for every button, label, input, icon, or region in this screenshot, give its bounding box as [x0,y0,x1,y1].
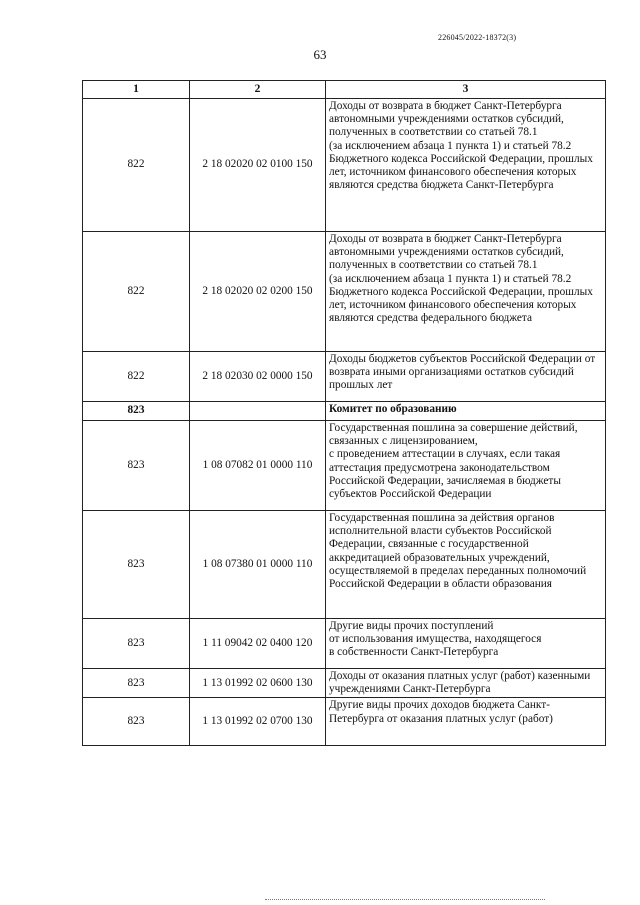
table-row [83,669,606,698]
admin-code-cell: 823 [83,619,190,669]
revenue-codes-table [82,80,606,746]
revenue-code-cell: 1 11 09042 02 0400 120 [190,619,326,669]
table-row [83,99,606,232]
table-row [83,511,606,619]
description-cell: Государственная пошлина за совершение действий, связанных с лицензированием, с проведением аттестации в случаях, если такая аттестация предусмотрена законодательством Российской Федерации, зачисляемая в бюджеты субъектов Российской Федерации [326,421,606,511]
table-row [83,619,606,669]
description-cell: Государственная пошлина за действия органов исполнительной власти субъектов Российской Федерации, связанные с государственной аккредитацией образовательных учреждений, осуществляемой в пределах переданных полномочий Российской Федерации в области образования [326,511,606,619]
description-cell: Доходы от возврата в бюджет Санкт-Петербурга автономными учреждениями остатков субсидий, полученных в соответствии со статьей 78.1 (за исключением абзаца 1 пункта 1) и статьей 78.2 Бюджетного кодекса Российской Федерации, прошлых лет, источником финансового обеспечения которых являются средства бюджета Санкт-Петербурга [326,99,606,232]
revenue-code-cell: 2 18 02030 02 0000 150 [190,352,326,402]
description-cell: Доходы бюджетов субъектов Российской Федерации от возврата иными организациями остатков субсидий прошлых лет [326,352,606,402]
description-cell: Доходы от оказания платных услуг (работ) казенными учреждениями Санкт-Петербурга [326,669,606,698]
description-cell: Доходы от возврата в бюджет Санкт-Петербурга автономными учреждениями остатков субсидий, полученных в соответствии со статьей 78.1 (за исключением абзаца 1 пункта 1) и статьей 78.2 Бюджетного кодекса Российской Федерации, прошлых лет, источником финансового обеспечения которых являются средства федерального бюджета [326,232,606,352]
revenue-code-cell: 1 13 01992 02 0700 130 [190,698,326,746]
admin-code-cell: 823 [83,669,190,698]
admin-code-cell: 823 [83,402,190,421]
column-header-2: 2 [190,81,326,99]
table-row [83,698,606,746]
description-cell: Комитет по образованию [326,402,606,421]
table-row [83,232,606,352]
description-cell: Другие виды прочих поступлений от использования имущества, находящегося в собственности Санкт-Петербурга [326,619,606,669]
revenue-code-cell: 1 08 07082 01 0000 110 [190,421,326,511]
admin-code-cell: 823 [83,421,190,511]
table-body [83,99,606,746]
table-row [83,352,606,402]
document-number: 226045/2022-18372(3) [438,33,517,42]
revenue-code-cell [190,402,326,421]
table-header-row [83,81,606,99]
revenue-code-cell: 1 08 07380 01 0000 110 [190,511,326,619]
table-row [83,421,606,511]
admin-code-cell: 823 [83,511,190,619]
column-header-3: 3 [326,81,606,99]
revenue-code-cell: 2 18 02020 02 0100 150 [190,99,326,232]
admin-code-cell: 822 [83,232,190,352]
scan-artifact [265,899,545,903]
page-number: 63 [313,47,327,62]
revenue-code-cell: 1 13 01992 02 0600 130 [190,669,326,698]
admin-code-cell: 823 [83,698,190,746]
column-header-1: 1 [83,81,190,99]
admin-code-cell: 822 [83,352,190,402]
section-row [83,402,606,421]
revenue-code-cell: 2 18 02020 02 0200 150 [190,232,326,352]
description-cell: Другие виды прочих доходов бюджета Санкт-Петербурга от оказания платных услуг (работ) [326,698,606,746]
admin-code-cell: 822 [83,99,190,232]
